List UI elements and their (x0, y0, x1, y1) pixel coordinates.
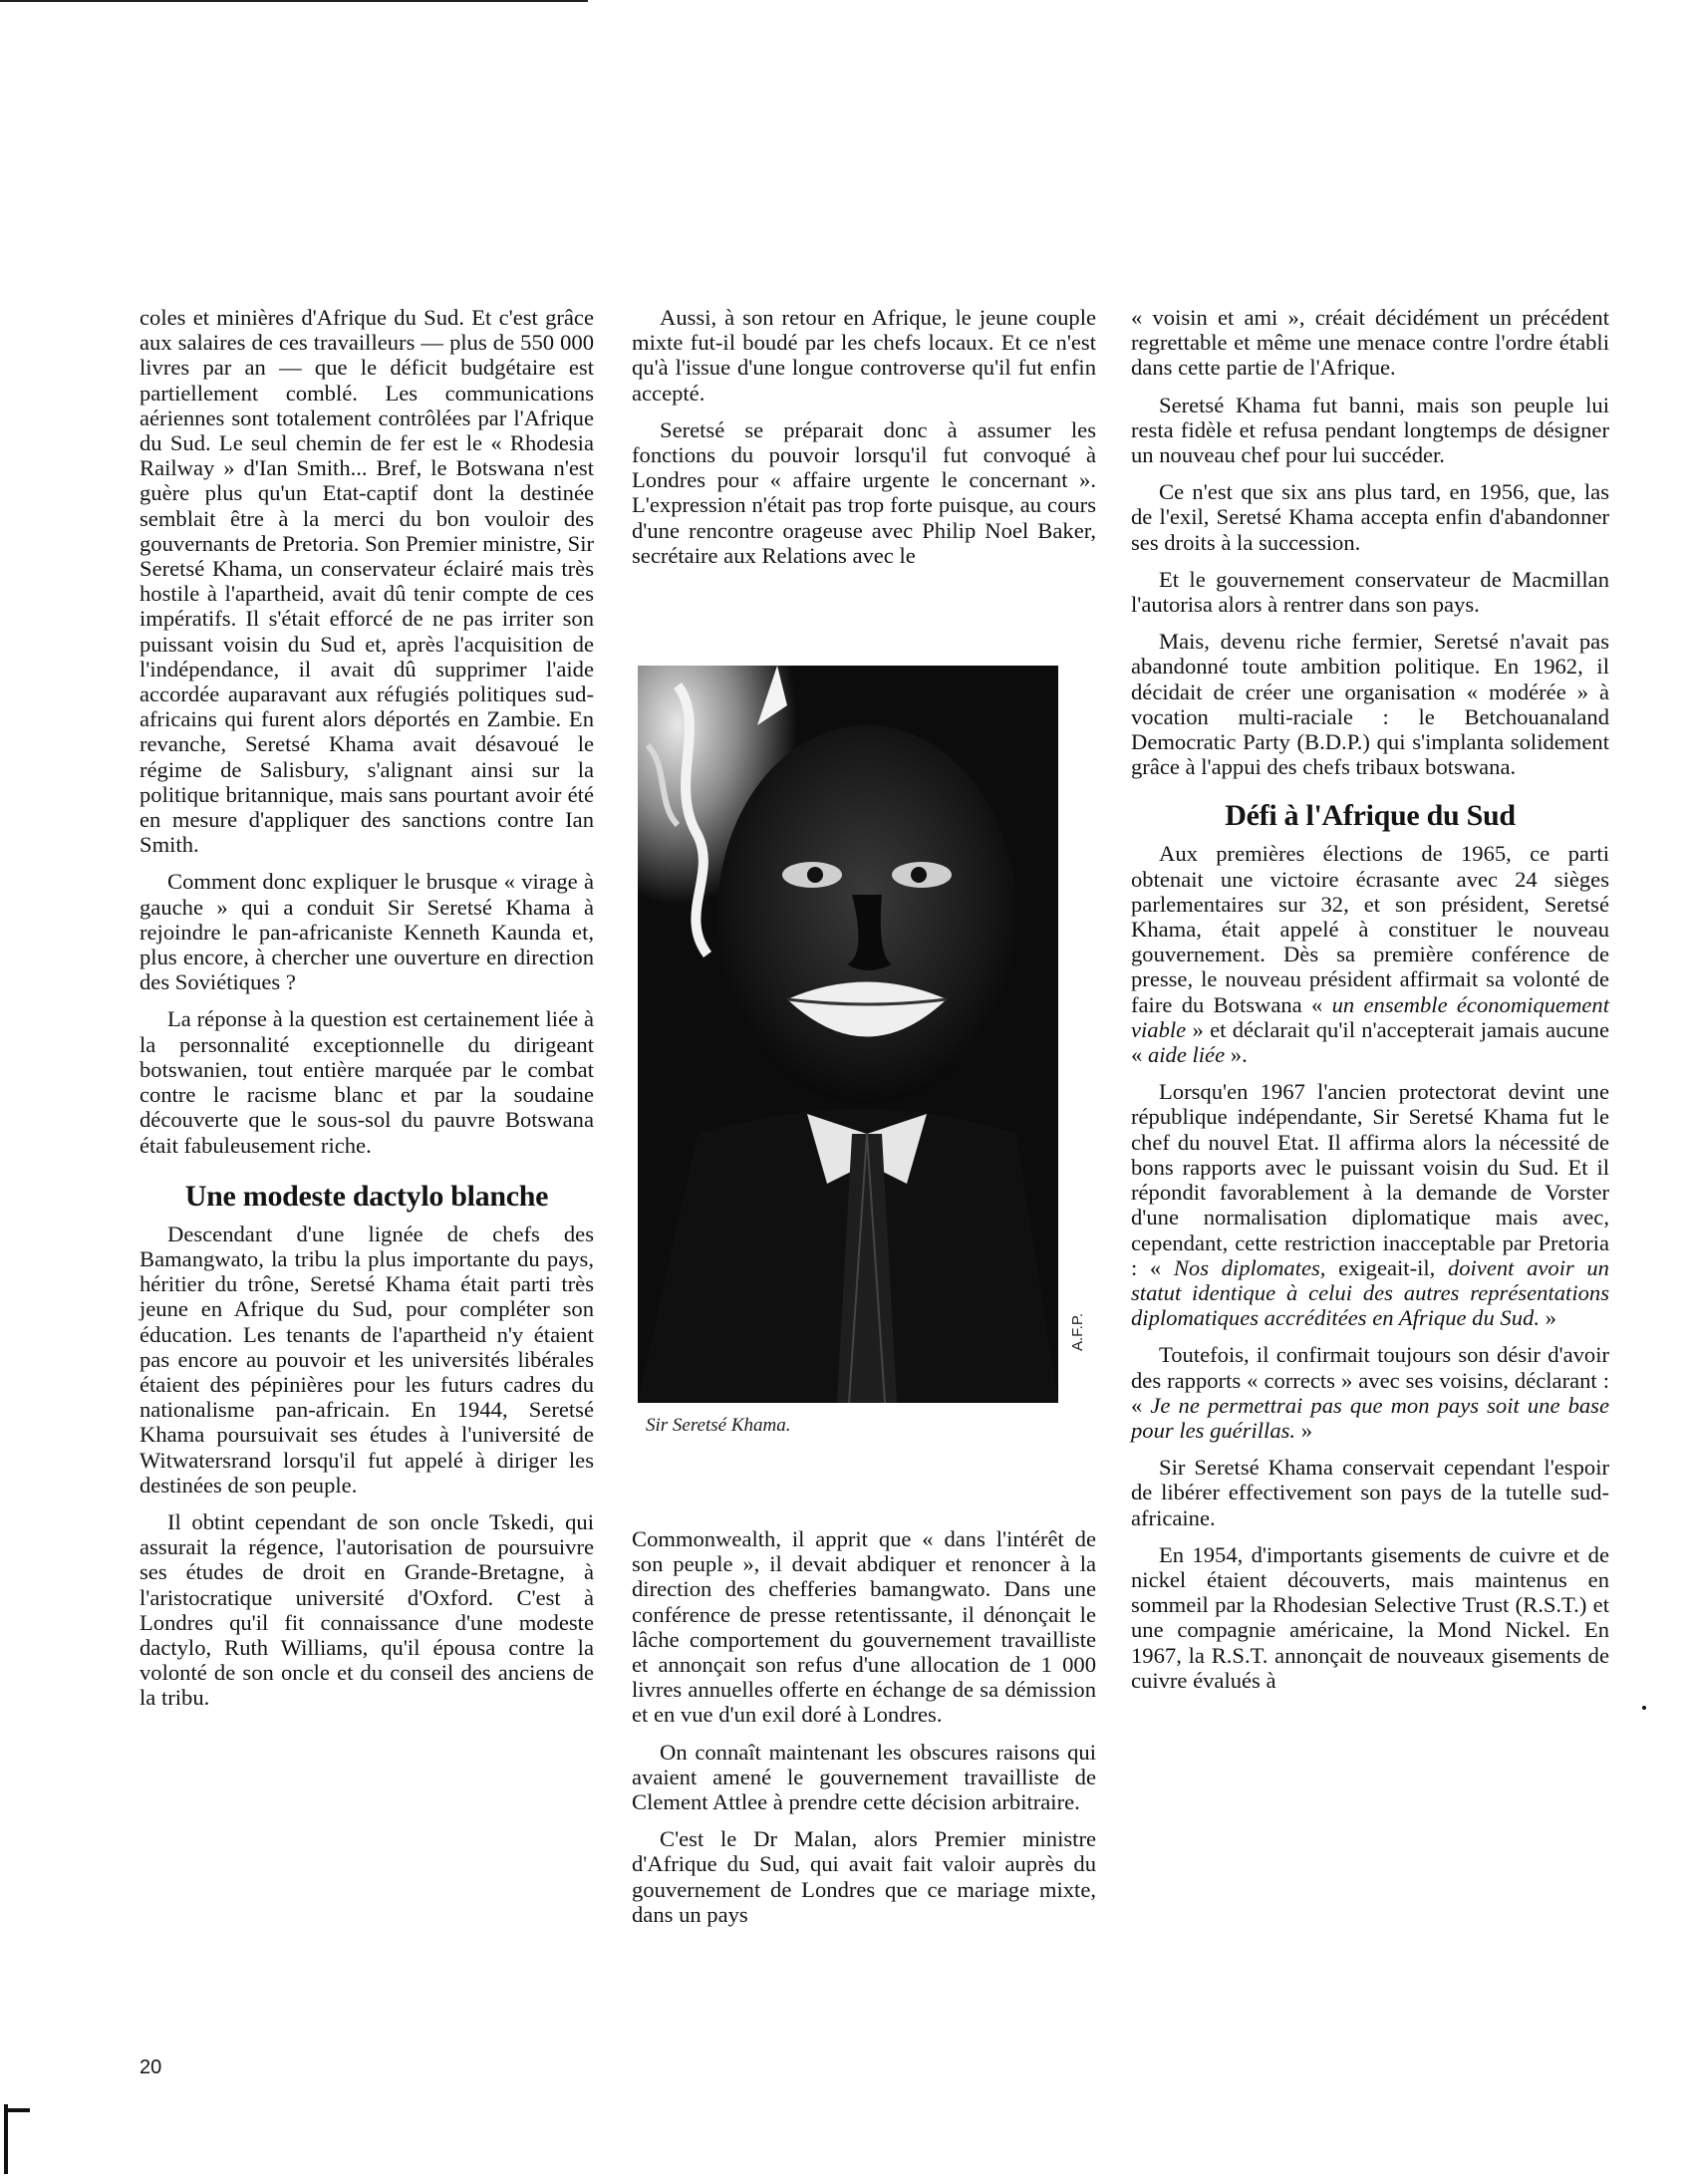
column-2-top (632, 305, 1096, 568)
paragraph: La réponse à la question est certainement liée à la personnalité exceptionnelle du dirigeant botswanien, tout entière marquée par le combat contre le racisme blanc et par la soudaine découverte que le sous-sol du pauvre Botswana était fabuleusement riche. (140, 1006, 594, 1158)
quote: un ensemble économiquement viable (1131, 991, 1609, 1042)
paragraph: « voisin et ami », créait décidément un précédent regrettable et même une menace contre l'ordre établi dans cette partie de l'Afrique. (1131, 305, 1609, 381)
paragraph: On connaît maintenant les obscures raisons qui avaient amené le gouvernement travailliste de Clement Attlee à prendre cette décision arbitraire. (632, 1739, 1096, 1815)
quote: Nos diplomates, (1173, 1254, 1326, 1280)
paragraph: Ce n'est que six ans plus tard, en 1956, que, las de l'exil, Seretsé Khama accepta enfin d'abandonner ses droits à la succession. (1131, 479, 1609, 555)
paragraph (1131, 841, 1609, 1067)
quote: doivent avoir un statut identique à celui des autres représentations diplomatiques accréditées en Afrique du Sud. (1131, 1254, 1609, 1331)
quote: aide liée (1147, 1042, 1226, 1068)
section-heading: Défi à l'Afrique du Sud (1225, 799, 1516, 833)
column-1 (140, 305, 594, 1723)
column-2-bottom (632, 1526, 1096, 1939)
paragraph (1131, 1079, 1609, 1330)
text-run: exigeait-il, (1325, 1254, 1448, 1280)
section-heading: Une modeste dactylo blanche (184, 1179, 549, 1213)
photo-caption: Sir Seretsé Khama. (646, 1415, 791, 1436)
text-run: Aux premières élections de 1965, ce parti obtenait une victoire écrasante avec 24 sièges parlementaires sur 32, et son président, Seretsé Khama, était appelé à constituer le nouveau gouvernement. Dès sa première conférence de presse, le nouveau président affirmait sa volonté de faire du Botswana « (1131, 841, 1609, 1017)
paragraph: En 1954, d'importants gisements de cuivre et de nickel étaient découverts, mais maintenus en sommeil par la Rhodesian Selective Trust (R.S.T.) et une compagnie américaine, la Mond Nickel. En 1967, la R.S.T. annonçait de nouveaux gisements de cuivre évalués à (1131, 1541, 1609, 1693)
quote: Je ne permettrai pas que mon pays soit une base pour les guérillas. (1131, 1392, 1609, 1443)
paragraph: C'est le Dr Malan, alors Premier ministre d'Afrique du Sud, qui avait fait valoir auprès du gouvernement de Londres que ce mariage mixte, dans un pays (632, 1826, 1096, 1927)
text-run: » (1539, 1305, 1556, 1331)
page-number: 20 (140, 2056, 162, 2078)
text-run: » (1295, 1417, 1313, 1443)
text-run: » et déclarait qu'il n'accepterait jamais aucune « (1131, 1016, 1609, 1068)
column-3 (1131, 305, 1609, 1705)
paragraph: Aussi, à son retour en Afrique, le jeune couple mixte fut-il boudé par les chefs locaux. Et ce n'est qu'à l'issue d'une longue controverse qu'il fut enfin accepté. (632, 305, 1096, 406)
top-rule (0, 0, 588, 2)
paragraph (1131, 1342, 1609, 1443)
text-run: ». (1225, 1042, 1248, 1068)
paragraph: Seretsé se préparait donc à assumer les fonctions du pouvoir lorsqu'il fut convoqué à Londres pour « affaire urgente le concernant ». L'expression n'était pas trop forte puisque, au cours d'une rencontre orageuse avec Philip Noel Baker, secrétaire aux Relations avec le (632, 416, 1096, 568)
paragraph: Et le gouvernement conservateur de Macmillan l'autorisa alors à rentrer dans son pays. (1131, 566, 1609, 618)
photo-credit: A.F.P. (1069, 1312, 1086, 1351)
paragraph: Descendant d'une lignée de chefs des Bamangwato, la tribu la plus importante du pays, héritier du trône, Seretsé Khama était parti très jeune en Afrique du Sud, pour compléter son éducation. Les tenants de l'apartheid n'y étaient pas encore au pouvoir et les universités libérales étaient des pépinières pour les futurs cadres du nationalisme pan-africain. En 1944, Seretsé Khama poursuivait ses études à l'université de Witwatersrand lorsqu'il fut appelé à diriger les destinées de son peuple. (140, 1221, 594, 1498)
paragraph: Sir Seretsé Khama conservait cependant l'espoir de libérer effectivement son pays de la tutelle sud-africaine. (1131, 1455, 1609, 1530)
paragraph: Comment donc expliquer le brusque « virage à gauche » qui a conduit Sir Seretsé Khama à rejoindre le pan-africaniste Kenneth Kaunda et, plus encore, à chercher une ouverture en direction des Soviétiques ? (140, 869, 594, 995)
portrait-photo (638, 666, 1058, 1403)
paragraph: Seretsé Khama fut banni, mais son peuple lui resta fidèle et refusa pendant longtemps de désigner un nouveau chef pour lui succéder. (1131, 392, 1609, 468)
crop-mark (0, 2104, 30, 2174)
text-run: Lorsqu'en 1967 l'ancien protectorat devint une république indépendante, Sir Seretsé Khama fut le chef du nouvel Etat. Il affirma alors la nécessité de bons rapports avec le puissant voisin du Sud. Et il répondit favorablement à la demande de Vorster d'une normalisation diplomatique mais avec, cependant, cette restriction inacceptable par Pretoria : « (1131, 1079, 1609, 1280)
paragraph: Commonwealth, il apprit que « dans l'intérêt de son peuple », il devait abdiquer et renoncer à la direction des chefferies bamangwato. Dans une conférence de presse retentissante, il dénonçait le lâche comportement du gouvernement travailliste et annonçait son refus d'une allocation de 1 000 livres annuelles offerte en échange de sa démission et en vue d'un exil doré à Londres. (632, 1526, 1096, 1728)
text-run: Toutefois, il confirmait toujours son désir d'avoir des rapports « corrects » avec ses voisins, déclarant : « (1131, 1342, 1609, 1418)
paragraph: Mais, devenu riche fermier, Seretsé n'avait pas abandonné toute ambition politique. En 1962, il décidait de créer une organisation « modérée » à vocation multi-raciale : le Betchouanaland Democratic Party (B.D.P.) qui s'implanta solidement grâce à l'appui des chefs tribaux botswana. (1131, 629, 1609, 780)
paragraph: coles et minières d'Afrique du Sud. Et c'est grâce aux salaires de ces travailleurs — plus de 550 000 livres par an — que le déficit budgétaire est partiellement comblé. Les communications aériennes sont totalement contrôlées par l'Afrique du Sud. Le seul chemin de fer est le « Rhodesia Railway » d'Ian Smith... Bref, le Botswana n'est guère plus qu'un Etat-captif dont la destinée semblait être à la merci du bon vouloir des gouvernants de Pretoria. Son Premier ministre, Sir Seretsé Khama, un conservateur éclairé mais très hostile à l'apartheid, avait dû tenir compte de ces impératifs. Il s'était efforcé de ne pas irriter son puissant voisin du Sud et, après l'acquisition de l'indépendance, il avait dû supprimer l'aide accordée auparavant aux réfugiés politiques sud-africains qui furent alors déportés en Zambie. En revanche, Seretsé Khama avait désavoué le régime de Salisbury, s'alignant ainsi sur la politique britannique, mais sans pourtant avoir été en mesure d'appliquer des sanctions contre Ian Smith. (140, 305, 594, 858)
portrait-illustration (638, 666, 1058, 1403)
print-speck (1642, 1706, 1646, 1710)
paragraph: Il obtint cependant de son oncle Tskedi, qui assurait la régence, l'autorisation de poursuivre ses études de droit en Grande-Bretagne, à l'aristocratique université d'Oxford. C'est à Londres qu'il fit connaissance d'une modeste dactylo, Ruth Williams, qu'il épousa contre la volonté de son oncle et du conseil des anciens de la tribu. (140, 1508, 594, 1711)
